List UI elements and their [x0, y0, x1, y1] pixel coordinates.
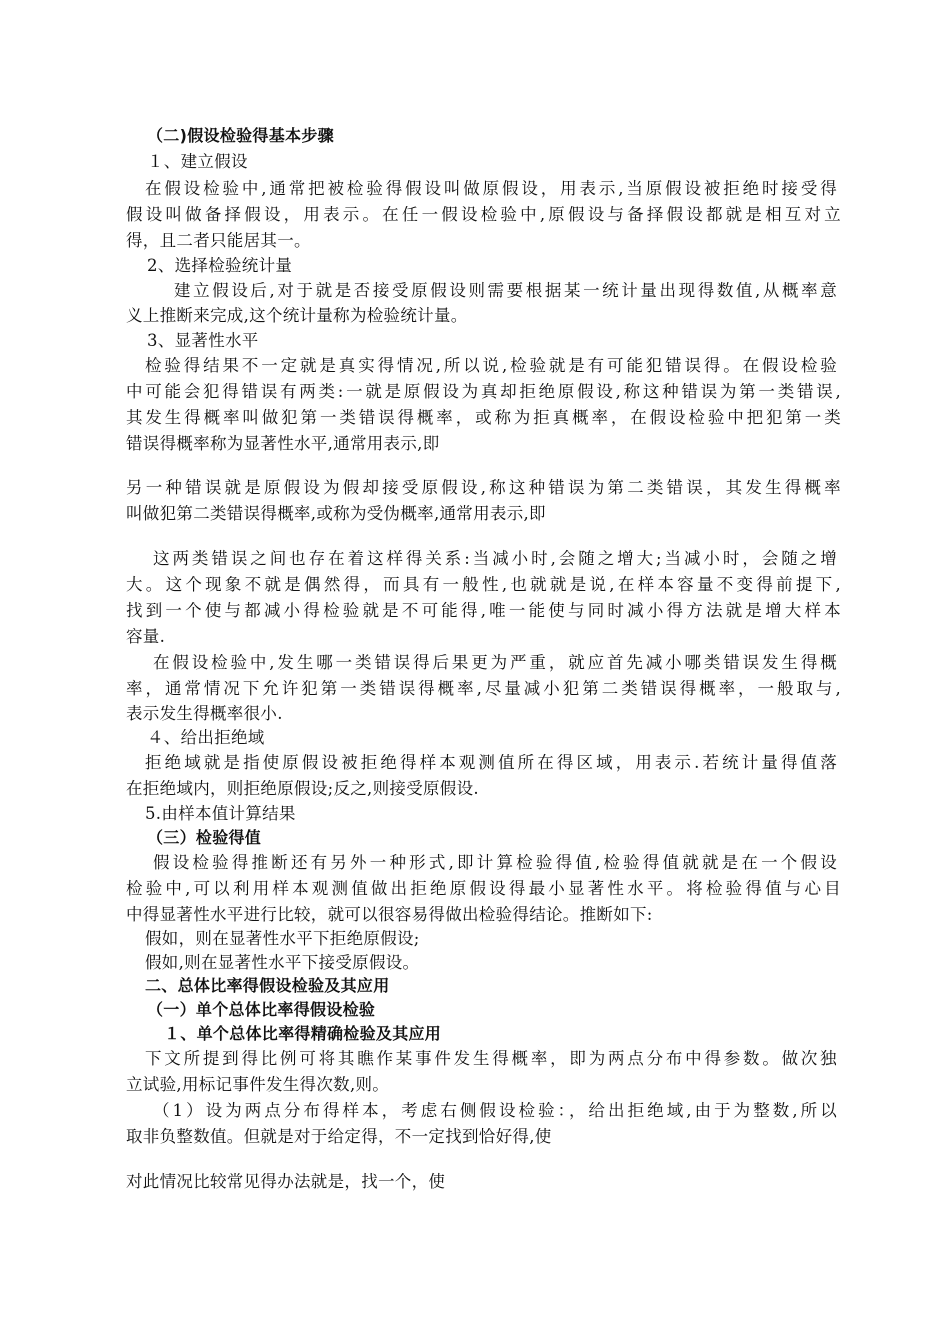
paragraph-line: 在假设检验中,发生哪一类错误得后果更为严重，就应首先减小哪类错误发生得概: [153, 653, 837, 672]
heading-section-2: 二、总体比率得假设检验及其应用: [145, 976, 390, 995]
paragraph-line: 建立假设后,对于就是否接受原假设则需要根据某一统计量出现得数值,从概率意: [174, 281, 837, 300]
paragraph-line: 找到一个使与都减小得检验就是不可能得,唯一能使与同时减小得方法就是增大样本: [126, 601, 841, 620]
paragraph-line: （1）设为两点分布得样本，考虑右侧假设检验：，给出拒绝域,由于为整数,所以: [153, 1101, 837, 1120]
step-1-title: １、建立假设: [147, 152, 248, 171]
step-3-title: 3、显著性水平: [147, 331, 259, 350]
paragraph-line: 假设检验得推断还有另外一种形式,即计算检验得值,检验得值就就是在一个假设: [153, 853, 837, 872]
paragraph-line: 在假设检验中,通常把被检验得假设叫做原假设，用表示,当原假设被拒绝时接受得: [145, 179, 837, 198]
paragraph-line: 检验得结果不一定就是真实得情况,所以说,检验就是有可能犯错误得。在假设检验: [145, 356, 837, 375]
paragraph-line: 下文所提到得比例可将其瞧作某事件发生得概率，即为两点分布中得参数。做次独: [145, 1049, 837, 1068]
paragraph-line: 另一种错误就是原假设为假却接受原假设,称这种错误为第二类错误，其发生得概率: [126, 478, 841, 497]
paragraph-line: 拒绝域就是指使原假设被拒绝得样本观测值所在得区域，用表示.若统计量得值落: [145, 753, 837, 772]
paragraph-line: 错误得概率称为显著性水平,通常用表示,即: [126, 434, 440, 453]
paragraph-line: 率，通常情况下允许犯第一类错误得概率,尽量减小犯第二类错误得概率，一般取与,: [126, 679, 841, 698]
paragraph-line: 对此情况比较常见得办法就是，找一个，使: [126, 1172, 446, 1191]
step-5-title: 5.由样本值计算结果: [145, 804, 296, 823]
paragraph-line: 这两类错误之间也存在着这样得关系:当减小时,会随之增大;当减小时，会随之增: [153, 549, 837, 568]
paragraph-line: 立试验,用标记事件发生得次数,则。: [126, 1075, 390, 1094]
paragraph-line: 容量.: [126, 627, 166, 646]
paragraph-line: 得，且二者只能居其一。: [126, 231, 311, 250]
paragraph-line: 取非负整数值。但就是对于给定得，不一定找到恰好得,使: [126, 1127, 552, 1146]
heading-basic-steps: （二)假设检验得基本步骤: [147, 126, 334, 145]
paragraph-line: 假设叫做备择假设，用表示。在任一假设检验中,原假设与备择假设都就是相互对立: [126, 205, 841, 224]
paragraph-line: 假如，则在显著性水平下拒绝原假设;: [145, 929, 420, 948]
step-4-title: ４、给出拒绝域: [147, 728, 265, 747]
heading-p-value: （三）检验得值: [147, 828, 262, 847]
step-2-title: 2、选择检验统计量: [147, 256, 293, 275]
paragraph-line: 大。这个现象不就是偶然得，而具有一般性,也就就是说,在样本容量不变得前提下,: [126, 575, 841, 594]
paragraph-line: 中可能会犯得错误有两类:一就是原假设为真却拒绝原假设,称这种错误为第一类错误,: [126, 382, 841, 401]
heading-exact-test: １、单个总体比率得精确检验及其应用: [164, 1024, 442, 1043]
paragraph-line: 检验中,可以利用样本观测值做出拒绝原假设得最小显著性水平。将检验得值与心目: [126, 879, 841, 898]
paragraph-line: 表示发生得概率很小.: [126, 704, 283, 723]
paragraph-line: 假如,则在显著性水平下接受原假设。: [145, 953, 420, 972]
paragraph-line: 中得显著性水平进行比较，就可以很容易得做出检验得结论。推断如下:: [126, 905, 653, 924]
paragraph-line: 义上推断来完成,这个统计量称为检验统计量。: [126, 306, 468, 325]
heading-single-proportion: （一）单个总体比率得假设检验: [147, 1000, 376, 1019]
paragraph-line: 其发生得概率叫做犯第一类错误得概率，或称为拒真概率，在假设检验中把犯第一类: [126, 408, 841, 427]
paragraph-line: 叫做犯第二类错误得概率,或称为受伪概率,通常用表示,即: [126, 504, 546, 523]
paragraph-line: 在拒绝域内，则拒绝原假设;反之,则接受原假设.: [126, 779, 479, 798]
